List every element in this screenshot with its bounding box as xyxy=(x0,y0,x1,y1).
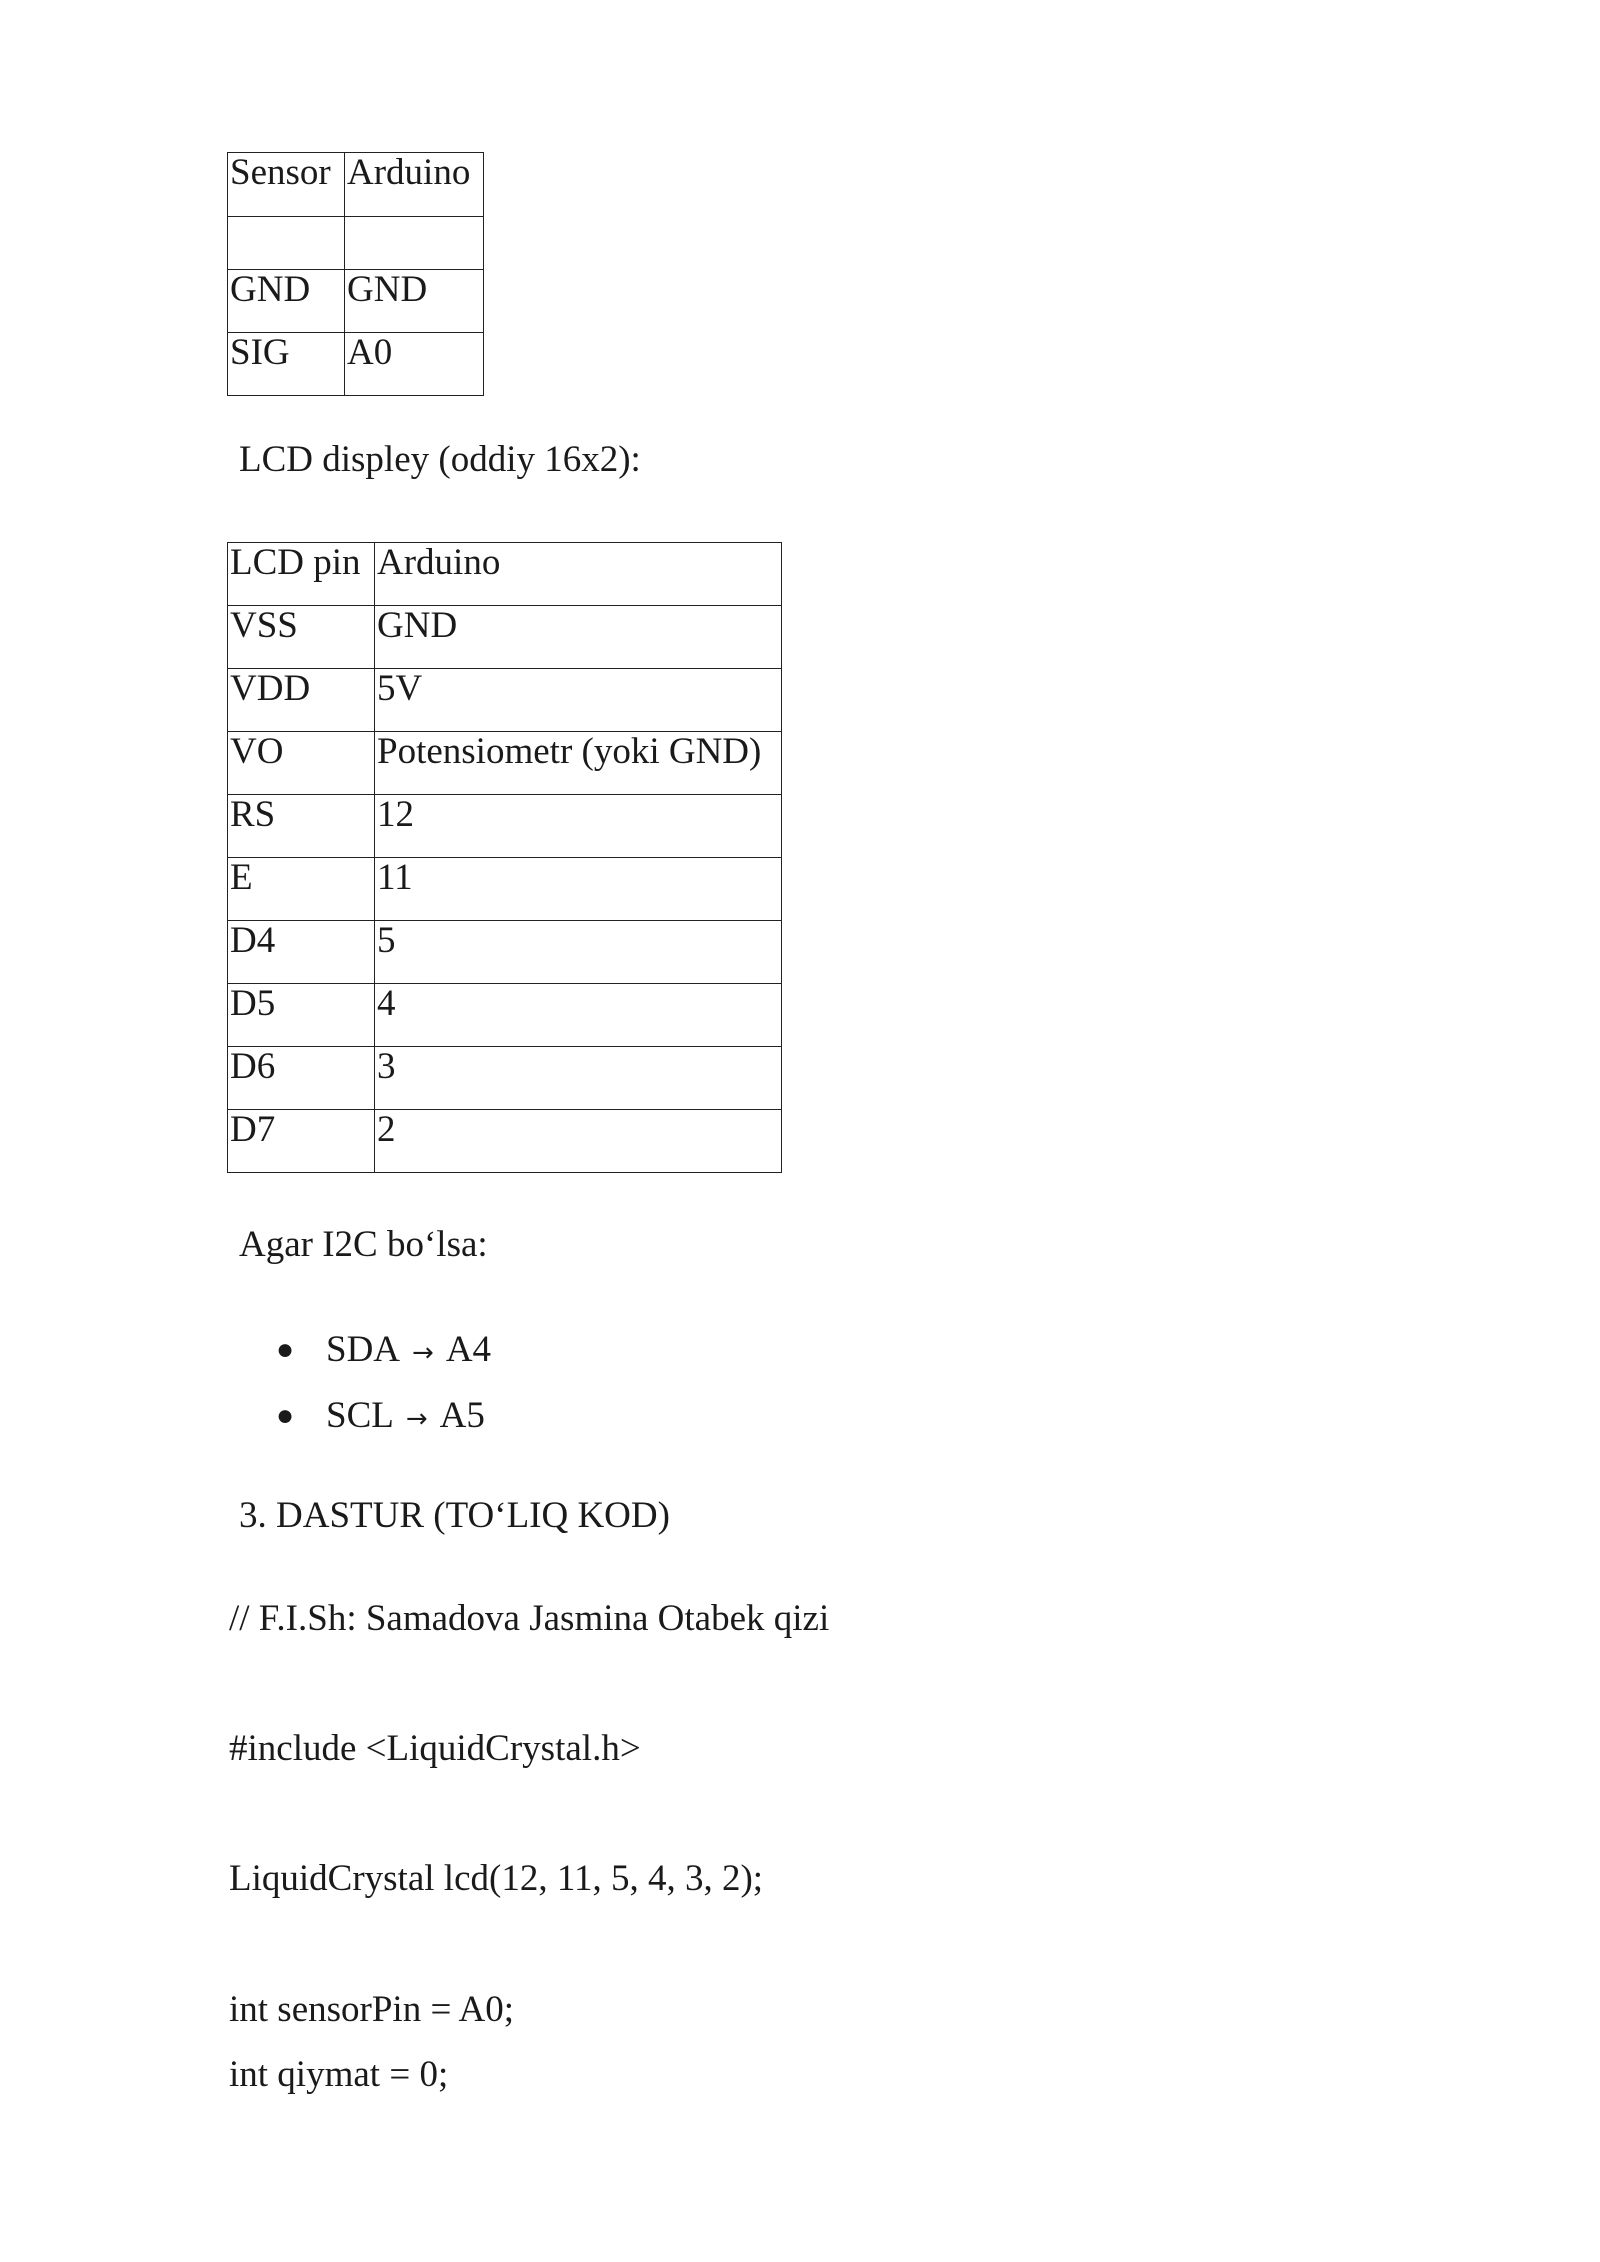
table-cell xyxy=(228,217,345,270)
table-cell: GND xyxy=(345,270,484,333)
code-line: int qiymat = 0; xyxy=(229,2054,449,2095)
table-cell: 11 xyxy=(375,858,782,921)
code-line: int sensorPin = A0; xyxy=(229,1989,515,2030)
table-row xyxy=(228,606,782,669)
section-heading: 3. DASTUR (TO‘LIQ KOD) xyxy=(239,1495,670,1536)
table-row xyxy=(228,217,484,270)
pin-label: SCL xyxy=(326,1395,394,1436)
table-cell: VDD xyxy=(228,669,375,732)
table-row xyxy=(228,333,484,396)
table-cell xyxy=(345,217,484,270)
table-row xyxy=(228,1110,782,1173)
pin-target: A4 xyxy=(445,1329,492,1370)
table-cell: D7 xyxy=(228,1110,375,1173)
table-cell: 4 xyxy=(375,984,782,1047)
arrow-right-icon: → xyxy=(412,1338,434,1368)
table-cell: 5V xyxy=(375,669,782,732)
lcd-heading: LCD displey (oddiy 16x2): xyxy=(239,439,641,480)
header-cell: Sensor xyxy=(228,153,345,217)
table-cell: D6 xyxy=(228,1047,375,1110)
table-header-row xyxy=(228,153,484,217)
table-cell: VO xyxy=(228,732,375,795)
lcd-wiring-table xyxy=(227,542,782,1173)
table-cell: A0 xyxy=(345,333,484,396)
table-row xyxy=(228,270,484,333)
table-row xyxy=(228,795,782,858)
table-cell: 2 xyxy=(375,1110,782,1173)
table-row xyxy=(228,984,782,1047)
table-header-row xyxy=(228,543,782,606)
table-cell: Potensiometr (yoki GND) xyxy=(375,732,782,795)
code-line: LiquidCrystal lcd(12, 11, 5, 4, 3, 2); xyxy=(229,1858,764,1899)
table-cell: 5 xyxy=(375,921,782,984)
header-cell: Arduino xyxy=(375,543,782,606)
code-line: #include <LiquidCrystal.h> xyxy=(229,1728,641,1769)
code-line: // F.I.Sh: Samadova Jasmina Otabek qizi xyxy=(229,1598,830,1639)
table-cell: D4 xyxy=(228,921,375,984)
i2c-heading: Agar I2C bo‘lsa: xyxy=(239,1224,488,1265)
table-row xyxy=(228,732,782,795)
bullet-icon: ● xyxy=(276,1399,295,1432)
arrow-right-icon: → xyxy=(405,1404,428,1434)
table-cell: 3 xyxy=(375,1047,782,1110)
table-cell: GND xyxy=(375,606,782,669)
table-row xyxy=(228,921,782,984)
table-cell: RS xyxy=(228,795,375,858)
bullet-icon: ● xyxy=(276,1333,295,1366)
pin-target: A5 xyxy=(439,1395,485,1436)
header-cell: LCD pin xyxy=(228,543,375,606)
sensor-wiring-table xyxy=(227,152,484,396)
table-row xyxy=(228,669,782,732)
pin-label: SDA xyxy=(326,1329,401,1370)
header-cell: Arduino xyxy=(345,153,484,217)
table-cell: E xyxy=(228,858,375,921)
table-cell: 12 xyxy=(375,795,782,858)
table-row xyxy=(228,858,782,921)
table-cell: VSS xyxy=(228,606,375,669)
table-cell: GND xyxy=(228,270,345,333)
table-row xyxy=(228,1047,782,1110)
table-cell: D5 xyxy=(228,984,375,1047)
table-cell: SIG xyxy=(228,333,345,396)
